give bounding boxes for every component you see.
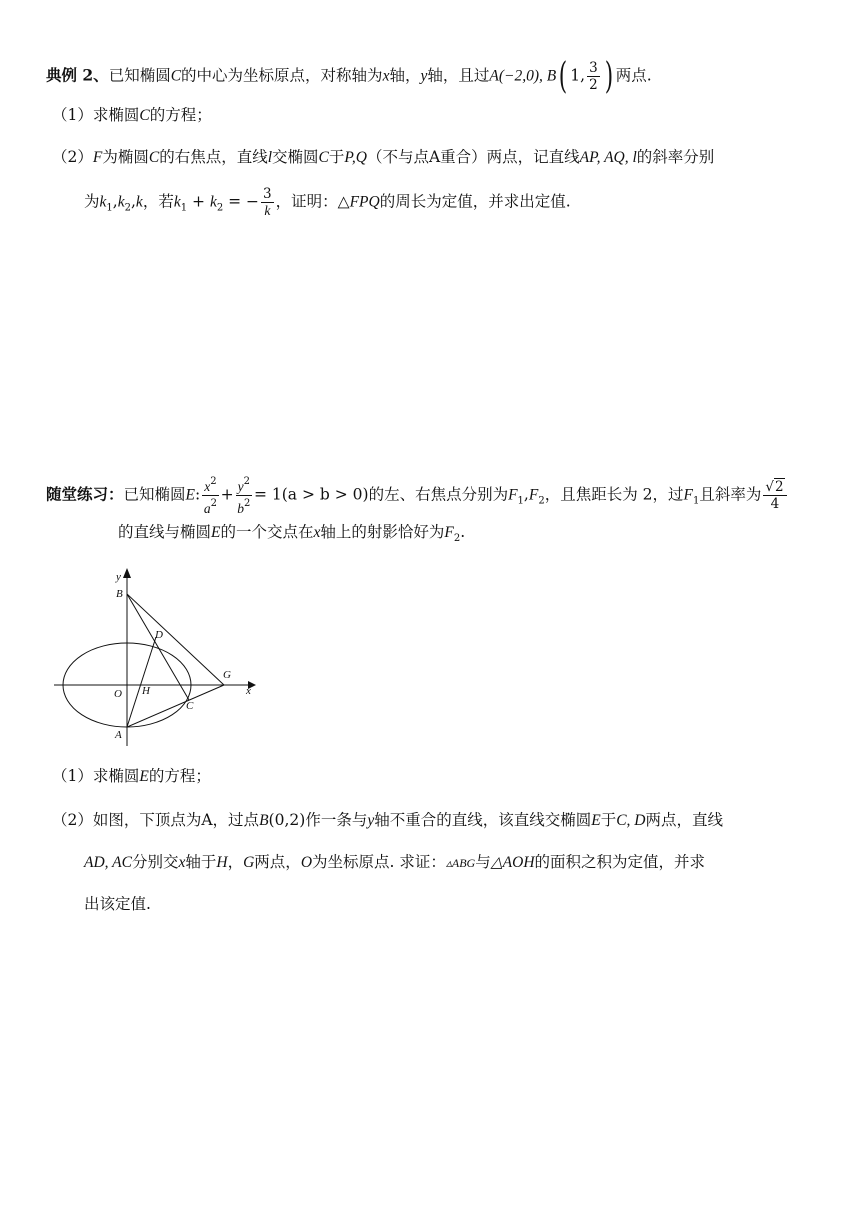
numerator: 3 bbox=[263, 186, 272, 202]
example-label: 典例 2、 bbox=[46, 65, 109, 85]
right-paren: ) bbox=[604, 55, 613, 97]
var-e: E bbox=[185, 486, 195, 504]
text: 的周长为定值，并求出定值. bbox=[379, 192, 571, 211]
practice-q2-line3 bbox=[84, 892, 151, 916]
var-y: y bbox=[420, 67, 428, 85]
text: （不与点A重合）两点，记直线 bbox=[366, 148, 580, 166]
line-bc bbox=[127, 594, 189, 700]
fraction-sqrt2-4: $\frac{√2}{4}$ bbox=[763, 479, 786, 512]
var-b: B bbox=[259, 812, 269, 829]
text: 于 bbox=[328, 148, 345, 166]
practice-line2: 的直线与椭圆E的一个交点在x轴上的射影恰好为$F_2$. bbox=[118, 523, 466, 544]
var-cd: C, D bbox=[616, 812, 646, 829]
y-axis-arrow-icon bbox=[123, 568, 131, 578]
text: ，证明： bbox=[275, 192, 338, 211]
points-ab: A(−2,0), B bbox=[489, 67, 557, 85]
var-c: C bbox=[148, 149, 160, 166]
ellipse-figure bbox=[48, 564, 268, 754]
var-pq: P,Q bbox=[344, 149, 367, 166]
text: （1）求椭圆 bbox=[52, 106, 140, 124]
example2-q1 bbox=[52, 103, 212, 128]
text: 且斜率为 bbox=[699, 485, 762, 504]
practice-q2-line2: AD, AC分别交x轴于H，G两点，O为坐标原点. 求证：▵ABG与△AOH的面积之积为定值，并求 bbox=[84, 853, 706, 871]
var-x: x bbox=[204, 479, 211, 494]
var-c: C bbox=[318, 149, 329, 166]
coordinate: 0,2 bbox=[274, 811, 300, 829]
text: . bbox=[460, 523, 466, 541]
subscript: 2 bbox=[216, 202, 224, 214]
var-o: O bbox=[300, 854, 313, 871]
text: ，且焦距长为 2，过 bbox=[544, 485, 684, 504]
label-b: B bbox=[116, 588, 123, 600]
text: 轴，且过 bbox=[427, 66, 490, 85]
var-e: E bbox=[211, 524, 221, 541]
var-f: F bbox=[683, 486, 693, 504]
text: （1）求椭圆 bbox=[52, 767, 140, 785]
example2-line1 bbox=[46, 55, 652, 97]
text: 两点， bbox=[254, 853, 301, 871]
line-bg bbox=[127, 594, 224, 685]
var-f: F bbox=[508, 486, 518, 504]
var-l: l bbox=[267, 149, 273, 166]
denominator: 2 bbox=[589, 77, 598, 93]
text: 轴上的射影恰好为 bbox=[320, 523, 445, 541]
var-x: x bbox=[382, 67, 390, 85]
text: 轴不重合的直线，该直线交椭圆 bbox=[374, 811, 592, 829]
triangle-aoh: △AOH bbox=[490, 854, 535, 871]
label-d: D bbox=[155, 629, 163, 641]
var-lines: AP, AQ, l bbox=[579, 149, 637, 166]
denominator: 4 bbox=[770, 496, 780, 512]
fraction-y2-b2: $\frac{y^2}{b^2}$ bbox=[237, 476, 251, 516]
label-y: y bbox=[116, 571, 121, 583]
subscript: 1 bbox=[106, 202, 113, 214]
var-f: F bbox=[92, 149, 103, 166]
label-h: H bbox=[142, 685, 150, 697]
text: 分别交 bbox=[131, 853, 179, 871]
radicand: 2 bbox=[774, 479, 784, 495]
text: 的斜率分别 bbox=[636, 148, 715, 166]
var-k: k bbox=[209, 193, 217, 211]
label-a: A bbox=[115, 729, 122, 741]
var-c: C bbox=[170, 67, 182, 85]
text: 轴于 bbox=[185, 853, 217, 871]
left-paren: ( bbox=[559, 55, 568, 97]
text: 的中心为坐标原点，对称轴为 bbox=[181, 66, 383, 85]
text: 的方程； bbox=[149, 106, 212, 124]
subscript: 1 bbox=[180, 202, 188, 214]
practice-line1: 随堂练习：已知椭圆E: $\frac{x^2}{a^2}$ + $\frac{y^2}{b^2}$ = 1(a > b > 0)的左、右焦点分别为$F_1,F_2$，且焦距长为 2，过$F_1$且斜率为 $\frac{√2}{4}$ bbox=[46, 474, 789, 517]
text: 交椭圆 bbox=[272, 148, 319, 166]
text: 的右焦点，直线 bbox=[159, 148, 268, 166]
var-h: H bbox=[216, 854, 228, 871]
text: ， bbox=[227, 853, 244, 871]
var-e: E bbox=[591, 812, 601, 829]
practice-label: 随堂练习： bbox=[46, 484, 124, 504]
text: （2） bbox=[52, 148, 93, 166]
var-y: y bbox=[237, 479, 244, 494]
text: 的方程； bbox=[148, 767, 211, 785]
var-e: E bbox=[139, 768, 149, 785]
example2-q2-line1 bbox=[52, 145, 714, 170]
var-k: k bbox=[173, 193, 181, 211]
var-a: a bbox=[203, 501, 211, 516]
text: 作一条与 bbox=[305, 811, 368, 829]
point-b-x: 1, bbox=[570, 66, 586, 85]
text: 出该定值. bbox=[84, 895, 151, 913]
text: 已知椭圆 bbox=[123, 485, 186, 504]
label-o: O bbox=[114, 688, 122, 700]
text: 两点. bbox=[615, 66, 652, 85]
var-c: C bbox=[139, 107, 150, 124]
var-b: b bbox=[237, 501, 244, 516]
label-x: x bbox=[246, 685, 251, 697]
var-g: G bbox=[243, 854, 255, 871]
text: 为坐标原点. 求证： bbox=[312, 853, 446, 871]
text: （2）如图，下顶点为A，过点 bbox=[52, 811, 260, 829]
practice-q1 bbox=[52, 764, 211, 789]
text: 为椭圆 bbox=[102, 148, 149, 166]
practice-q2-line1: （2）如图，下顶点为A，过点B(0,2)作一条与y轴不重合的直线，该直线交椭圆E于C, D两点，直线 bbox=[52, 811, 724, 829]
var-fpq: FPQ bbox=[349, 193, 380, 211]
example2-q2-line2: 为$k_1,k_2,k$，若$k_1 + k_2$ = − $\frac{3}{k}$ ，证明：△FPQ的周长为定值，并求出定值. bbox=[84, 186, 571, 218]
text: 的直线与椭圆 bbox=[118, 523, 212, 541]
var-k: k bbox=[135, 193, 143, 211]
fraction-3-2 bbox=[587, 60, 600, 93]
text: 为 bbox=[84, 192, 100, 211]
text: 两点，直线 bbox=[645, 811, 724, 829]
denominator: k bbox=[264, 203, 271, 218]
var-lines: AD, AC bbox=[84, 854, 132, 871]
numerator: 3 bbox=[589, 60, 598, 76]
text: 与 bbox=[475, 853, 491, 871]
label-c: C bbox=[186, 700, 194, 712]
text: 于 bbox=[600, 811, 617, 829]
text: 的左、右焦点分别为 bbox=[368, 485, 509, 504]
var-k: k bbox=[117, 193, 125, 211]
label-g: G bbox=[223, 669, 231, 681]
triangle-symbol: △ bbox=[337, 192, 350, 211]
equation-condition: = 1(a > b > 0) bbox=[253, 485, 369, 504]
var-k: k bbox=[99, 193, 107, 211]
text: 已知椭圆 bbox=[108, 66, 171, 85]
text: ，若 bbox=[142, 192, 174, 211]
text: 轴， bbox=[389, 66, 421, 85]
var-f: F bbox=[528, 486, 539, 504]
var-f: F bbox=[444, 524, 454, 541]
triangle-abg: ▵ABG bbox=[445, 856, 476, 870]
fraction-3-k bbox=[261, 186, 274, 219]
fraction-x2-a2: $\frac{x^2}{a^2}$ bbox=[203, 476, 217, 516]
subscript: 2 bbox=[124, 202, 131, 214]
line-ad bbox=[127, 637, 156, 727]
text: 的一个交点在 bbox=[220, 523, 314, 541]
text: 的面积之积为定值，并求 bbox=[534, 853, 706, 871]
